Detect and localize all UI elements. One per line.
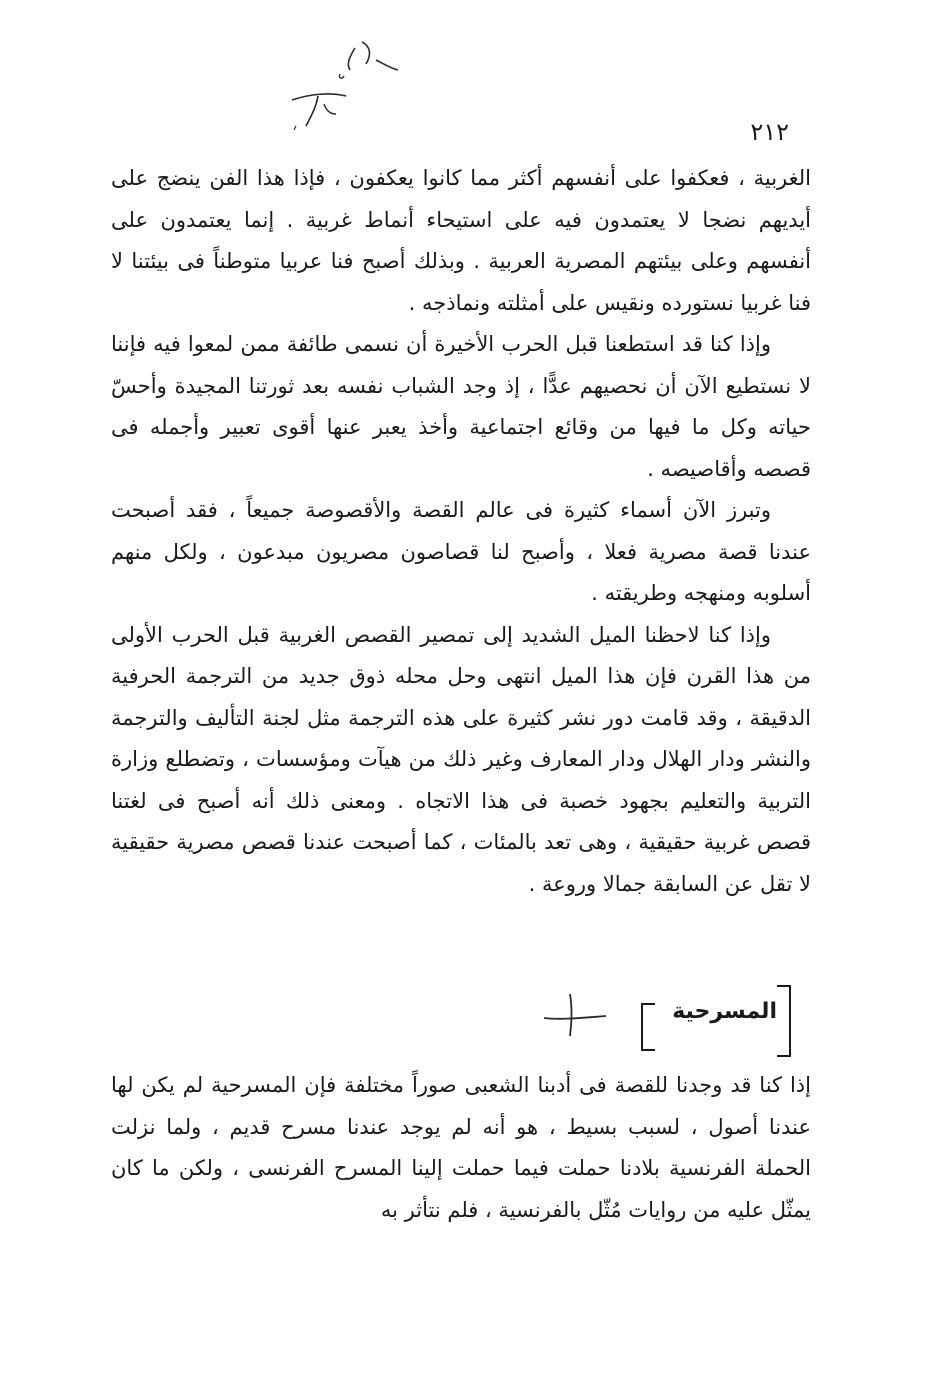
body-section-story xyxy=(111,158,811,905)
bracket-right-mark xyxy=(777,985,791,1057)
paragraph: وتبرز الآن أسماء كثيرة فى عالم القصة والأقصوصة جميعاً ، فقد أصبحت عندنا قصة مصرية فعلا ، وأصبح لنا قصاصون مصريون مبدعون ، ولكل منهم أسلوبه ومنهجه وطريقته . xyxy=(111,498,811,605)
paragraph: وإذا كنا قد استطعنا قبل الحرب الأخيرة أن نسمى طائفة ممن لمعوا فيه فإننا لا نستطيع الآن أن نحصيهم عدًّا ، إذ وجد الشباب نفسه بعد ثورتنا المجيدة وأحسّ حياته وكل ما فيها من وقائع اجتماعية وأخذ يعبر عنها أقوى تعبير وأجمله فى قصصه وأقاصيصه . xyxy=(111,332,811,481)
bracket-left-mark xyxy=(641,1003,655,1051)
paragraph: الغربية ، فعكفوا على أنفسهم أكثر مما كانوا يعكفون ، فإذا هذا الفن ينضج على أيديهم نضجا لا يعتمدون فيه على استيحاء أنماط غربية . إنما يعتمدون على أنفسهم وعلى بيئتهم المصرية العربية . وبذلك أصبح فنا عربيا متوطناً فى بيئتنا لا فنا غربيا نستورده ونقيس على أمثلته ونماذجه . xyxy=(111,166,811,315)
body-section-theatre xyxy=(111,1065,811,1231)
page-number: ٢١٢ xyxy=(750,118,789,146)
paragraph: وإذا كنا لاحظنا الميل الشديد إلى تمصير القصص الغربية قبل الحرب الأولى من هذا القرن فإن هذا الميل انتهى وحل محله ذوق جديد من الترجمة الحرفية الدقيقة ، وقد قامت دور نشر كثيرة على هذه الترجمة مثل لجنة التأليف والترجمة والنشر ودار الهلال ودار المعارف وغير ذلك من هيآت ومؤسسات ، وتضطلع وزارة التربية والتعليم بجهود خصبة فى هذا الاتجاه . ومعنى ذلك أنه أصبح فى لغتنا قصص غربية حقيقية ، وهى تعد بالمئات ، كما أصبحت عندنا قصص مصرية حقيقية لا تقل عن السابقة جمالا وروعة . xyxy=(111,622,811,896)
handwritten-annotation xyxy=(280,30,420,140)
section-heading-label: المسرحية xyxy=(672,999,777,1024)
section-heading xyxy=(641,985,791,1055)
handwritten-mark xyxy=(540,990,610,1040)
paragraph: إذا كنا قد وجدنا للقصة فى أدبنا الشعبى صوراً مختلفة فإن المسرحية لم يكن لها عندنا أصول ، لسبب بسيط ، هو أنه لم يوجد عندنا مسرح قديم ، ولما نزلت الحملة الفرنسية بلادنا حملت فيما حملت إلينا المسرح الفرنسى ، ولكن ما كان يمثّل عليه من روايات مُثّل بالفرنسية ، فلم نتأثر به xyxy=(111,1073,811,1222)
